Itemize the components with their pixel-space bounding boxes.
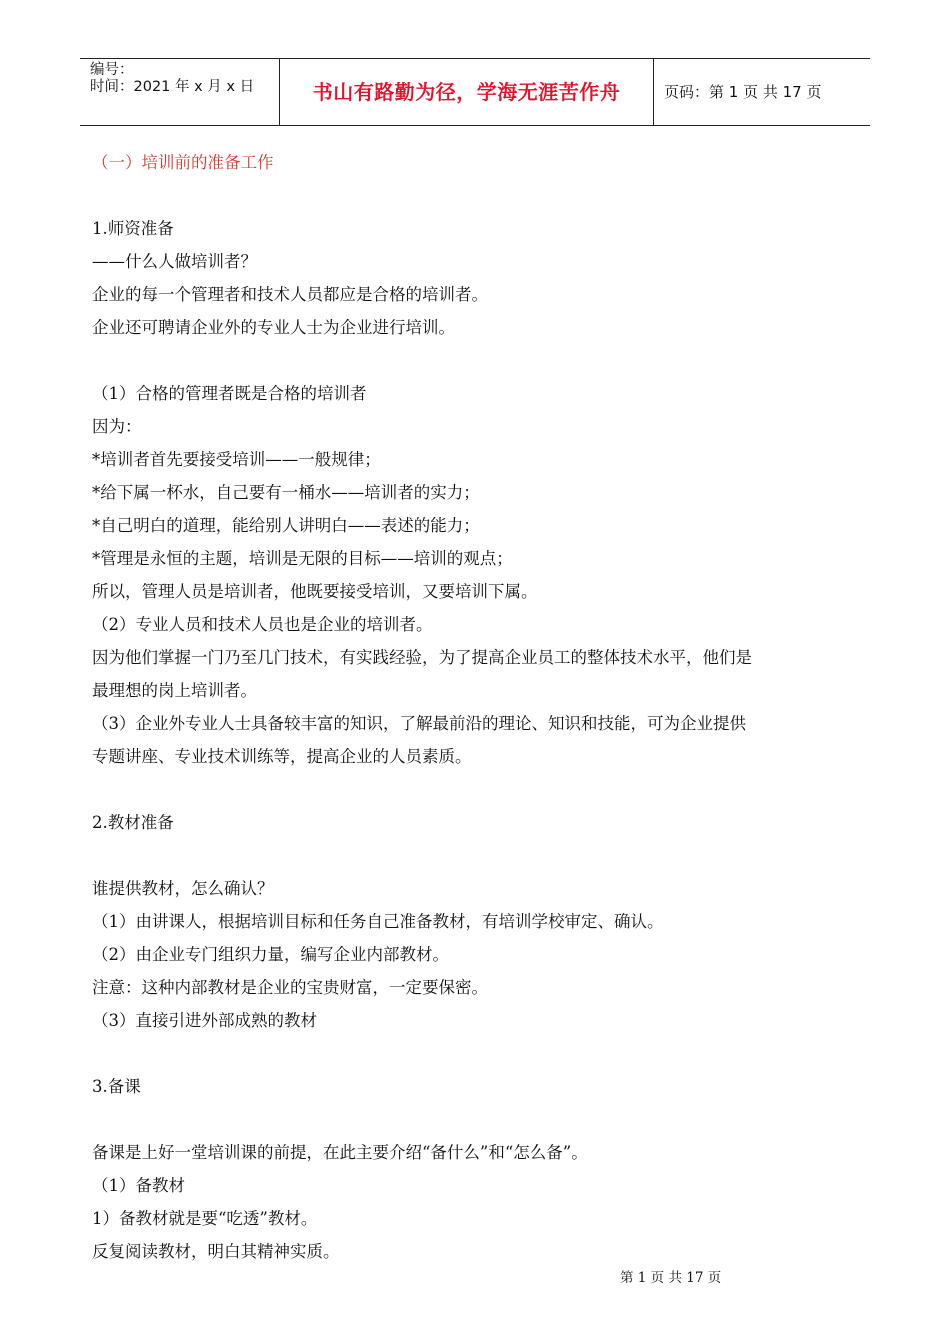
blank-line (92, 179, 872, 212)
paragraph-line: 因为他们掌握一门乃至几门技术，有实践经验，为了提高企业员工的整体技术水平，他们是 (92, 648, 752, 667)
page-footer: 第 1 页 共 17 页 (620, 1270, 722, 1286)
header-motto: 书山有路勤为径，学海无涯苦作舟 (280, 59, 654, 125)
document-date-label: 时间：2021 年 x 月 x 日 (90, 79, 255, 95)
paragraph-line: 谁提供教材，怎么确认？ (92, 879, 274, 898)
paragraph-line: （1）由讲课人，根据培训目标和任务自己准备教材，有培训学校审定、确认。 (92, 912, 664, 931)
bullet-line: *管理是永恒的主题，培训是无限的目标——培训的观点； (92, 549, 513, 568)
paragraph-line: （1）合格的管理者既是合格的培训者 (92, 384, 367, 403)
document-header (80, 58, 870, 126)
subsection-heading-lesson-prep: 3.备课 (92, 1077, 141, 1096)
document-number-label: 编号： (90, 62, 134, 78)
paragraph-line: ——什么人做培训者？ (92, 252, 257, 271)
paragraph-line: 备课是上好一堂培训课的前提，在此主要介绍“备什么”和“怎么备”。 (92, 1143, 588, 1162)
bullet-line: *给下属一杯水，自己要有一桶水——培训者的实力； (92, 483, 480, 502)
bullet-line: *自己明白的道理，能给别人讲明白——表述的能力； (92, 516, 480, 535)
paragraph-line: 最理想的岗上培训者。 (92, 681, 257, 700)
paragraph-line: 注意：这种内部教材是企业的宝贵财富，一定要保密。 (92, 978, 488, 997)
paragraph-line: 专题讲座、专业技术训练等，提高企业的人员素质。 (92, 747, 472, 766)
paragraph-line: 企业的每一个管理者和技术人员都应是合格的培训者。 (92, 285, 488, 304)
section-heading: （一）培训前的准备工作 (92, 153, 274, 172)
header-meta-cell (80, 59, 280, 125)
paragraph-line: 反复阅读教材，明白其精神实质。 (92, 1242, 340, 1261)
paragraph-line: （3）企业外专业人士具备较丰富的知识，了解最前沿的理论、知识和技能，可为企业提供 (92, 714, 746, 733)
bullet-line: *培训者首先要接受培训——一般规律； (92, 450, 381, 469)
paragraph-line: （1）备教材 (92, 1176, 185, 1195)
subsection-heading-teachers: 1.师资准备 (92, 219, 174, 238)
blank-line (92, 773, 872, 806)
document-body (92, 146, 872, 1268)
paragraph-line: 企业还可聘请企业外的专业人士为企业进行培训。 (92, 318, 455, 337)
paragraph-line: （2）由企业专门组织力量，编写企业内部教材。 (92, 945, 449, 964)
blank-line (92, 1103, 872, 1136)
paragraph-line: （2）专业人员和技术人员也是企业的培训者。 (92, 615, 433, 634)
subsection-heading-materials: 2.教材准备 (92, 813, 174, 832)
paragraph-line: 因为： (92, 417, 142, 436)
paragraph-line: 1）备教材就是要“吃透”教材。 (92, 1209, 318, 1228)
paragraph-line: 所以，管理人员是培训者，他既要接受培训，又要培训下属。 (92, 582, 538, 601)
paragraph-line: （3）直接引进外部成熟的教材 (92, 1011, 317, 1030)
blank-line (92, 344, 872, 377)
blank-line (92, 839, 872, 872)
header-page-indicator: 页码：第 1 页 共 17 页 (664, 83, 822, 101)
blank-line (92, 1037, 872, 1070)
